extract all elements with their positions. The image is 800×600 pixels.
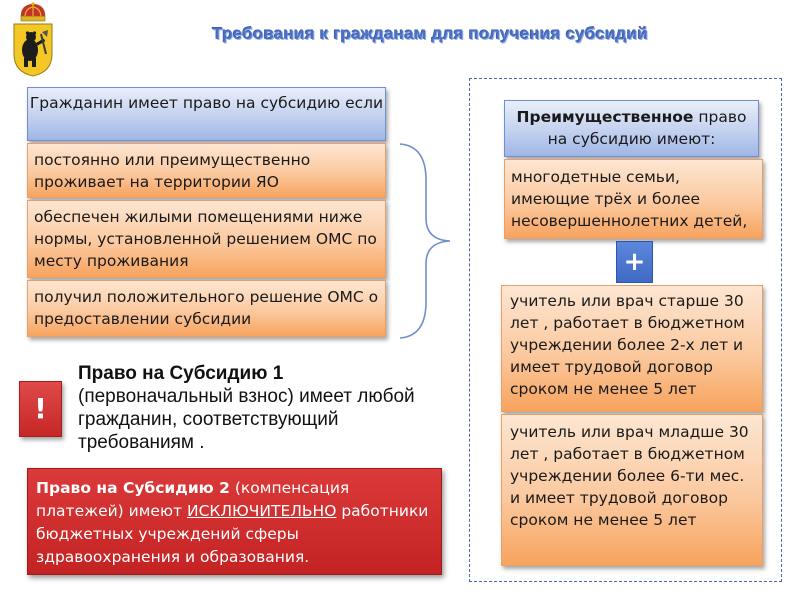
condition-decision: получил положительного решение ОМС о предоставлении субсидии: [27, 280, 386, 337]
subsidy-2-text-1: (компенсация платежей) имеют: [36, 479, 350, 520]
subsidy-2-note: [27, 468, 442, 575]
exclamation-icon: !: [19, 381, 62, 437]
teacher-doctor-over-30-box: учитель или врач старше 30 лет , работает в бюджетном учреждении более 2-х лет и имеет трудовой договор сроком не менее 5 лет: [501, 285, 763, 412]
preferential-right-heading: [504, 100, 759, 157]
right-brace-icon: [392, 140, 458, 342]
coat-of-arms-logo: [8, 2, 58, 78]
subsidy-2-text-2: работники бюджетных учреждений сферы здравоохранения и образования.: [36, 502, 429, 566]
heading-bold: Преимущественное: [516, 108, 694, 126]
heading-rest: право на субсидию имеют:: [547, 108, 747, 148]
teacher-doctor-under-30-box: учитель или врач младше 30 лет , работает в бюджетном учреждении более 6-ти мес. и имеет трудовой договор сроком не менее 5 лет: [501, 414, 763, 566]
exclusively-word: ИСКЛЮЧИТЕЛЬНО: [186, 502, 337, 520]
subsidy-1-notice: [78, 362, 450, 454]
subsidy-1-title: Право на Субсидию 1: [78, 363, 284, 384]
crown-icon: [21, 2, 45, 21]
subsidy-1-text: (первоначальный взнос) имеет любой гражданин, соответствующий требованиям .: [78, 386, 415, 453]
large-families-box: многодетные семьи, имеющие трёх и более несовершеннолетних детей,: [504, 159, 763, 239]
subsidy-2-title: Право на Субсидию 2: [36, 479, 230, 497]
page-title: Требования к гражданам для получения субсидий: [212, 24, 648, 43]
citizen-right-heading: Гражданин имеет право на субсидию если: [27, 87, 386, 141]
plus-icon: +: [616, 241, 653, 283]
condition-housing: обеспечен жилыми помещениями ниже нормы, установленной решением ОМС по месту проживания: [27, 200, 386, 278]
condition-residence: постоянно или преимущественно проживает на территории ЯО: [27, 143, 386, 198]
